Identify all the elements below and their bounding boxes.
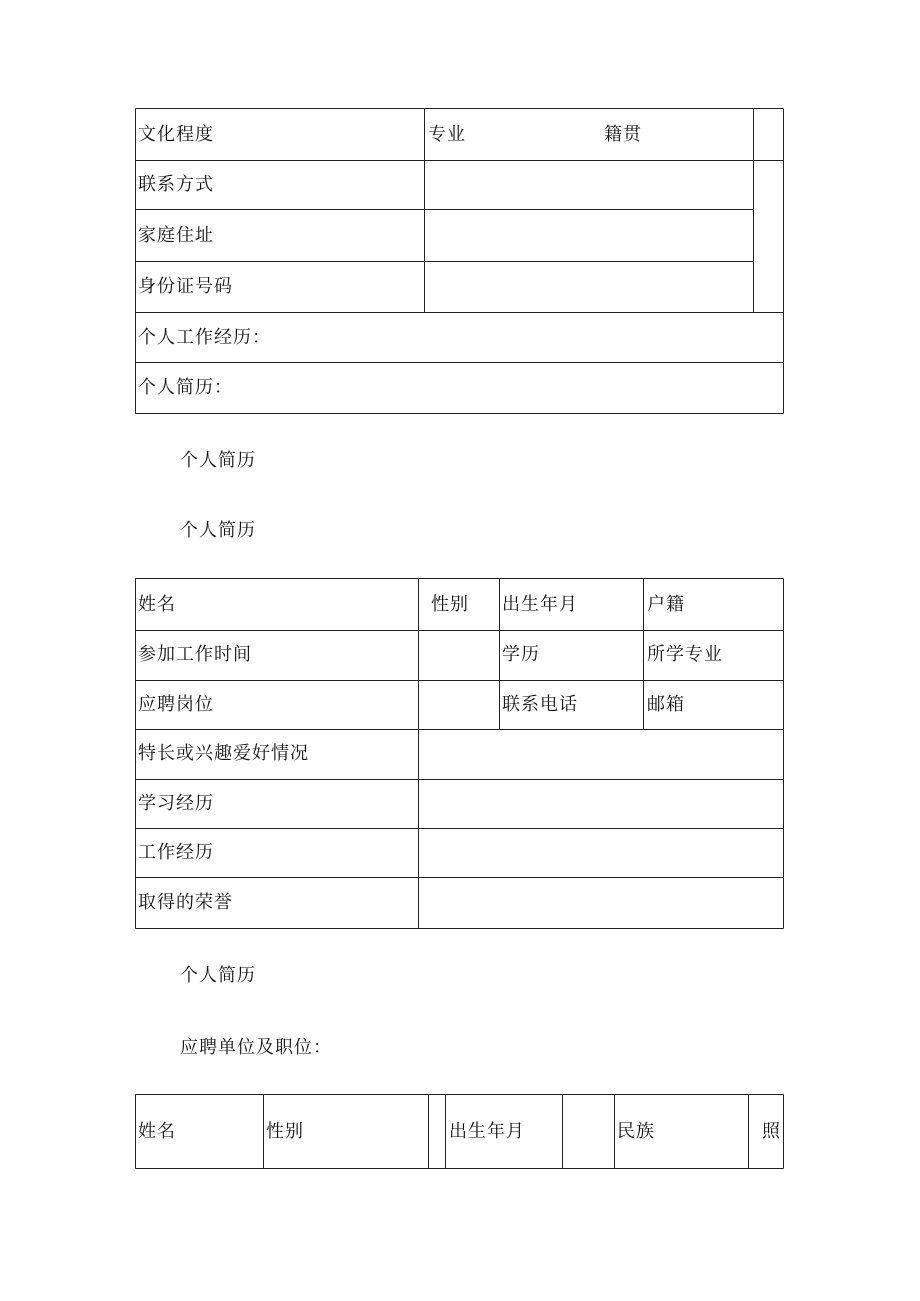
work-start-label: 参加工作时间 — [138, 644, 252, 665]
id-number-label: 身份证号码 — [138, 276, 233, 297]
section-heading-3: 个人简历 — [180, 965, 256, 986]
study-history-label: 学习经历 — [138, 793, 214, 814]
table-1-lines — [136, 109, 784, 414]
native-place-label: 籍贯 — [604, 124, 642, 145]
birth-label: 出生年月 — [502, 594, 578, 615]
ethnicity-label: 民族 — [617, 1121, 655, 1142]
home-address-label: 家庭住址 — [138, 225, 214, 246]
section-heading-1: 个人简历 — [180, 450, 256, 471]
name-label: 姓名 — [138, 1121, 176, 1142]
gender-label: 性别 — [266, 1121, 304, 1142]
section-heading-2: 个人简历 — [180, 520, 256, 541]
education-label: 文化程度 — [138, 124, 214, 145]
resume-label: 个人简历： — [138, 377, 233, 398]
email-label: 邮箱 — [647, 694, 685, 715]
gender-label: 性别 — [431, 594, 469, 615]
phone-label: 联系电话 — [502, 694, 578, 715]
work-history-label: 个人工作经历： — [138, 327, 271, 348]
work-history-label: 工作经历 — [138, 842, 214, 863]
honors-label: 取得的荣誉 — [138, 892, 233, 913]
photo-label: 照 — [762, 1121, 781, 1142]
position-label: 应聘岗位 — [138, 694, 214, 715]
contact-label: 联系方式 — [138, 174, 214, 195]
household-label: 户籍 — [647, 594, 685, 615]
major-studied-label: 所学专业 — [647, 644, 723, 665]
applying-unit-label: 应聘单位及职位： — [180, 1037, 332, 1058]
hobbies-label: 特长或兴趣爱好情况 — [138, 743, 309, 764]
education-label: 学历 — [502, 644, 540, 665]
major-label: 专业 — [428, 124, 466, 145]
birth-label: 出生年月 — [449, 1121, 525, 1142]
name-label: 姓名 — [138, 594, 176, 615]
